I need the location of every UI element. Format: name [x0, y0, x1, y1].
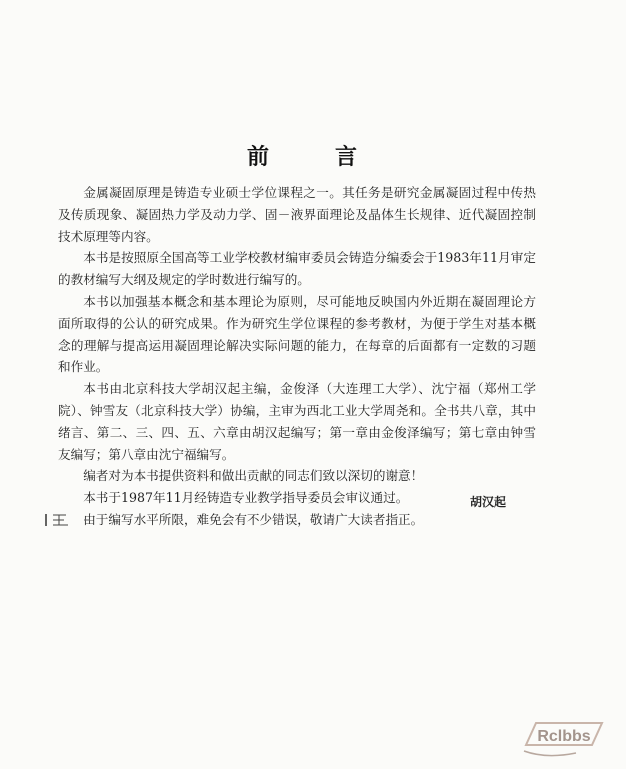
author-signature: 胡汉起 — [470, 495, 507, 509]
page-title: 前 言 — [246, 144, 379, 170]
paragraph-4: 本书由北京科技大学胡汉起主编，金俊泽（大连理工大学）、沈宁福（郑州工学院）、钟雪友（北京科技大学）协编，主审为西北工业大学周尧和。全书共八章，其中绪言、第二、三、四、五、六章由胡汉起编写；第一章由金俊泽编写；第七章由钟雪友编写；第八章由沈宁福编写。 — [58, 381, 536, 462]
paragraph-3: 本书以加强基本概念和基本理论为原则，尽可能地反映国内外近期在凝固理论方面所取得的公认的研究成果。作为研究生学位课程的参考教材，为便于学生对基本概念的理解与提高运用凝固理论解决实际问题的能力，在每章的后面都有一定数的习题和作业。 — [58, 293, 536, 375]
paragraph-1: 金属凝固原理是铸造专业硕士学位课程之一。其任务是研究金属凝固过程中传热及传质现象、凝固热力学及动力学、固－液界面理论及晶体生长规律、近代凝固控制技术原理等内容。 — [58, 185, 536, 244]
watermark-text: Rclbbs — [537, 728, 591, 745]
paragraph-5: 编者对为本书提供资料和做出贡献的同志们致以深切的谢意！ — [83, 468, 424, 484]
preface-body — [58, 182, 536, 531]
paragraph-2: 本书是按照原全国高等工业学校教材编审委员会铸造分编委会于1983年11月审定的教材编写大纲及规定的学时数进行编写的。 — [58, 250, 536, 288]
paragraph-6: 本书于1987年11月经铸造专业教学指导委员会审议通过。 — [83, 490, 409, 506]
watermark-logo — [516, 715, 612, 759]
scan-margin-mark — [44, 512, 104, 528]
paragraph-7: 由于编写水平所限，难免会有不少错误，敬请广大读者指正。 — [83, 511, 424, 527]
